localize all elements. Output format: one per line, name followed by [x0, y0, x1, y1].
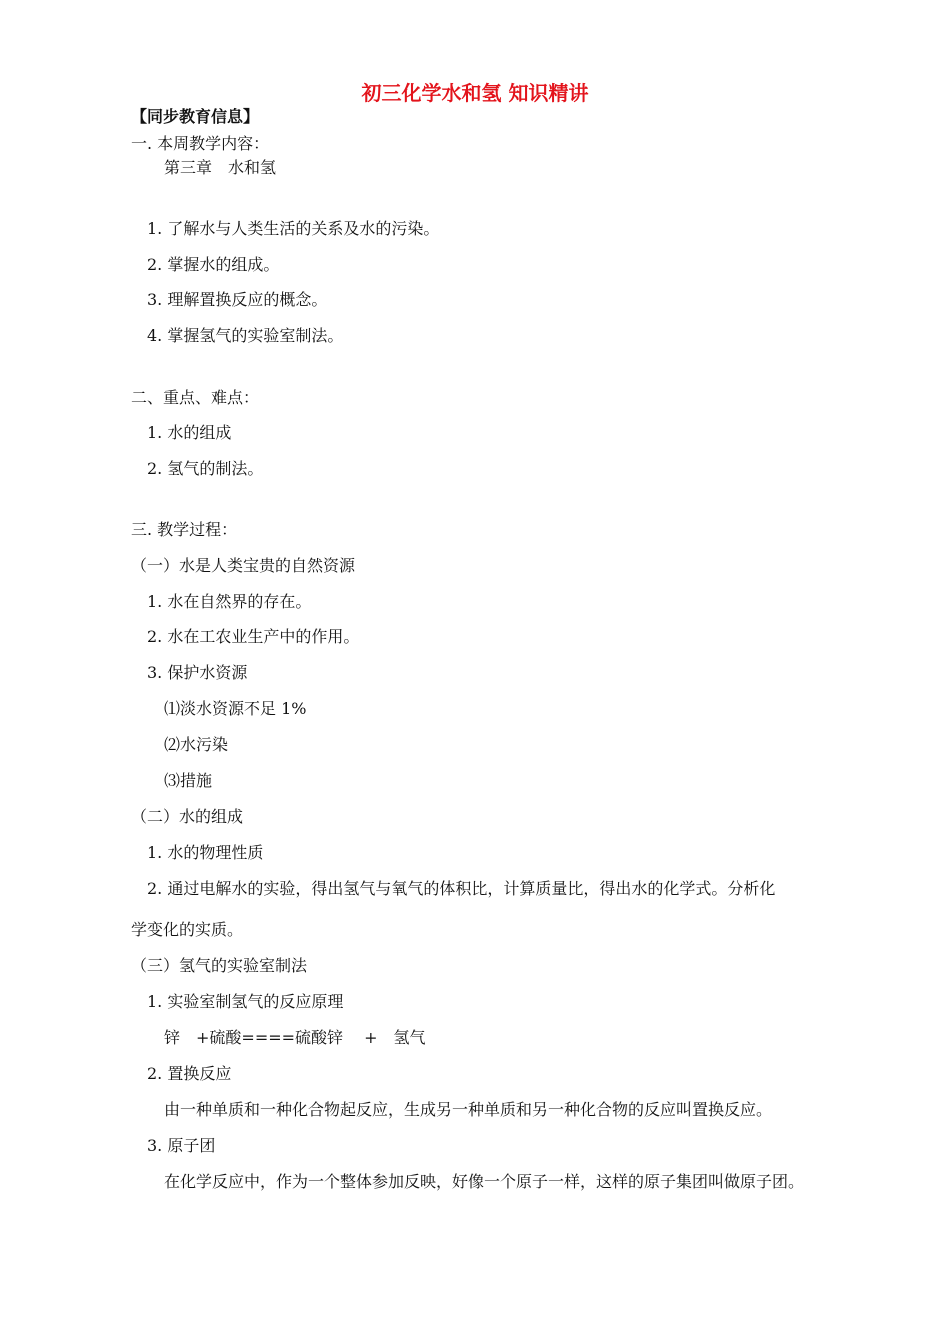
part3-heading: （三）氢气的实验室制法 [131, 956, 308, 975]
part1-subitem: ⑵水污染 [164, 735, 229, 754]
part2-continuation: 学变化的实质。 [131, 920, 244, 939]
part2-item: 2. 通过电解水的实验，得出氢气与氧气的体积比，计算质量比，得出水的化学式。分析化 [147, 879, 776, 898]
reaction-equation: 锌 +硫酸====硫酸锌 + 氢气 [164, 1028, 426, 1047]
part1-item: 1. 水在自然界的存在。 [147, 592, 312, 611]
part1-subitem: ⑴淡水资源不足 1% [164, 699, 307, 718]
section1-item: 2. 掌握水的组成。 [147, 255, 280, 274]
section3-heading: 三. 教学过程： [131, 520, 238, 539]
part2-item: 1. 水的物理性质 [147, 843, 264, 862]
section1-item: 3. 理解置换反应的概念。 [147, 290, 328, 309]
header-label: 【同步教育信息】 [131, 107, 260, 126]
section1-chapter: 第三章 水和氢 [164, 158, 277, 177]
section1-heading: 一. 本周教学内容： [131, 134, 270, 153]
section1-item: 4. 掌握氢气的实验室制法。 [147, 326, 344, 345]
section1-item: 1. 了解水与人类生活的关系及水的污染。 [147, 219, 440, 238]
part3-item: 1. 实验室制氢气的反应原理 [147, 992, 344, 1011]
document-title: 初三化学水和氢 知识精讲 [361, 81, 589, 105]
definition-text: 在化学反应中，作为一个整体参加反映，好像一个原子一样，这样的原子集团叫做原子团。 [164, 1172, 805, 1191]
part3-item: 2. 置换反应 [147, 1064, 232, 1083]
part1-heading: （一）水是人类宝贵的自然资源 [131, 556, 356, 575]
definition-text: 由一种单质和一种化合物起反应，生成另一种单质和另一种化合物的反应叫置换反应。 [164, 1100, 773, 1119]
section2-heading: 二、重点、难点： [131, 388, 260, 407]
section2-item: 2. 氢气的制法。 [147, 459, 264, 478]
part3-item: 3. 原子团 [147, 1136, 216, 1155]
part2-heading: （二）水的组成 [131, 807, 244, 826]
section2-item: 1. 水的组成 [147, 423, 232, 442]
part1-subitem: ⑶措施 [164, 771, 213, 790]
part1-item: 3. 保护水资源 [147, 663, 248, 682]
part1-item: 2. 水在工农业生产中的作用。 [147, 627, 360, 646]
